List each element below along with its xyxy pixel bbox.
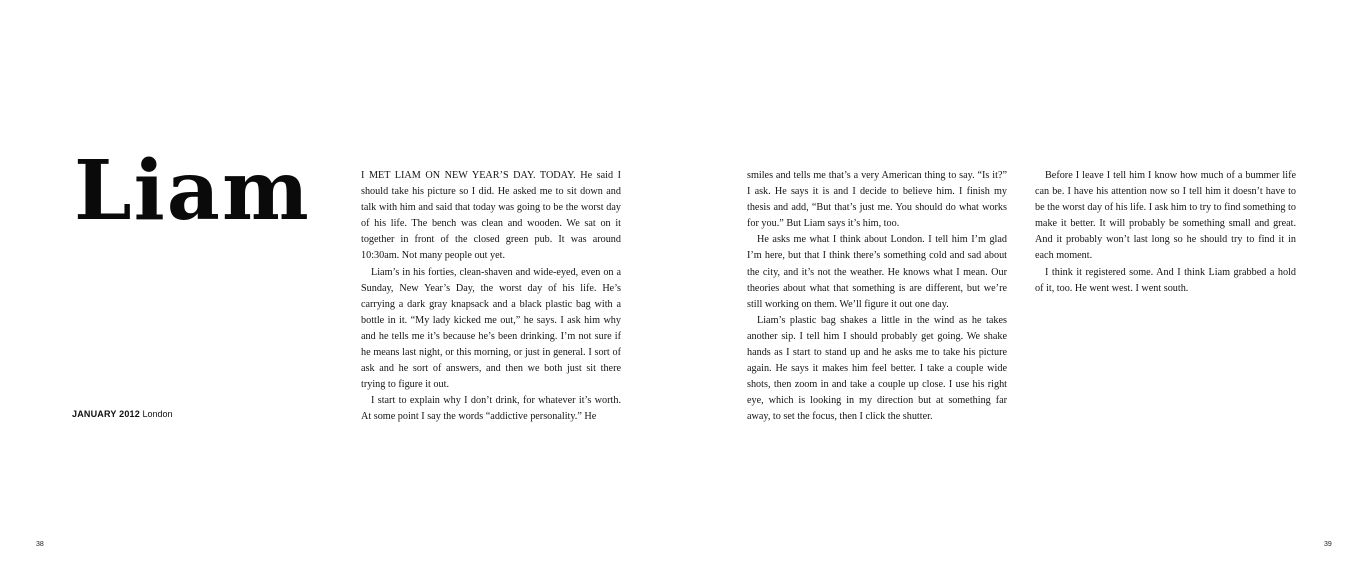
page-number-right: 39 [1324, 541, 1332, 548]
paragraph: Before I leave I tell him I know how much of a bummer life can be. I have his attention now so I tell him it doesn’t have to be the worst day of his life. I ask him to try to find something to make it better. It will probably be something small and great. And it probably won’t last long so he should try to find it in each moment. [1035, 170, 1296, 262]
paragraph: Liam’s in his forties, clean-shaven and wide-eyed, even on a Sunday, New Year’s Day, the worst day of his life. He’s carrying a dark gray knapsack and a black plastic bag with a bottle in it. “My lady kicked me out,” he says. I ask him why and he tells me it’s because he’s been drinking. I’m not sure if he means last night, or this morning, or just in general. I sort of ask and he sort of answers, and then we both just sit there trying to figure it out. [361, 266, 621, 391]
paragraph: smiles and tells me that’s a very American thing to say. “Is it?” I ask. He says it is and I decide to believe him. I finish my thesis and add, “But that’s just me. You should do what works for you.” But Liam says it’s him, too. [747, 170, 1007, 230]
text-column-1 [361, 168, 621, 426]
article-title: Liam [74, 143, 311, 239]
paragraph: I think it registered some. And I think Liam grabbed a hold of it, too. He went west. I went south. [1035, 266, 1296, 294]
dateline [72, 409, 173, 419]
text-column-2 [747, 168, 1007, 426]
paragraph: He asks me what I think about London. I tell him I’m glad I’m here, but that I think there’s something cold and sad about the city, and it’s not the weather. He knows what I mean. Our theories about what that something is are different, but we’re still working on them. We’ll figure it out one day. [747, 234, 1007, 310]
paragraph: Liam’s plastic bag shakes a little in the wind as he takes another sip. I tell him I should probably get going. We shake hands as I start to stand up and he asks me to take his picture again. He says it makes him feel better. I take a couple wide shots, then zoom in and take a couple up close. I use his right eye, which is looking in my direction but at something far away, to set the focus, then I click the shutter. [747, 314, 1007, 423]
text-column-3 [1035, 168, 1296, 297]
page-number-left: 38 [36, 541, 44, 548]
paragraph: I MET LIAM ON NEW YEAR’S DAY. TODAY. He said I should take his picture so I did. He asked me to sit down and talk with him and said that today was going to be the worst day of his life. The bench was clean and wooden. We sat on it together in front of the closed green pub. It was around 10:30am. Not many people out yet. [361, 170, 621, 262]
paragraph: I start to explain why I don’t drink, for whatever it’s worth. At some point I say the words “addictive personality.” He [361, 395, 621, 423]
dateline-place: London [142, 409, 173, 419]
dateline-month: JANUARY 2012 [72, 409, 140, 419]
